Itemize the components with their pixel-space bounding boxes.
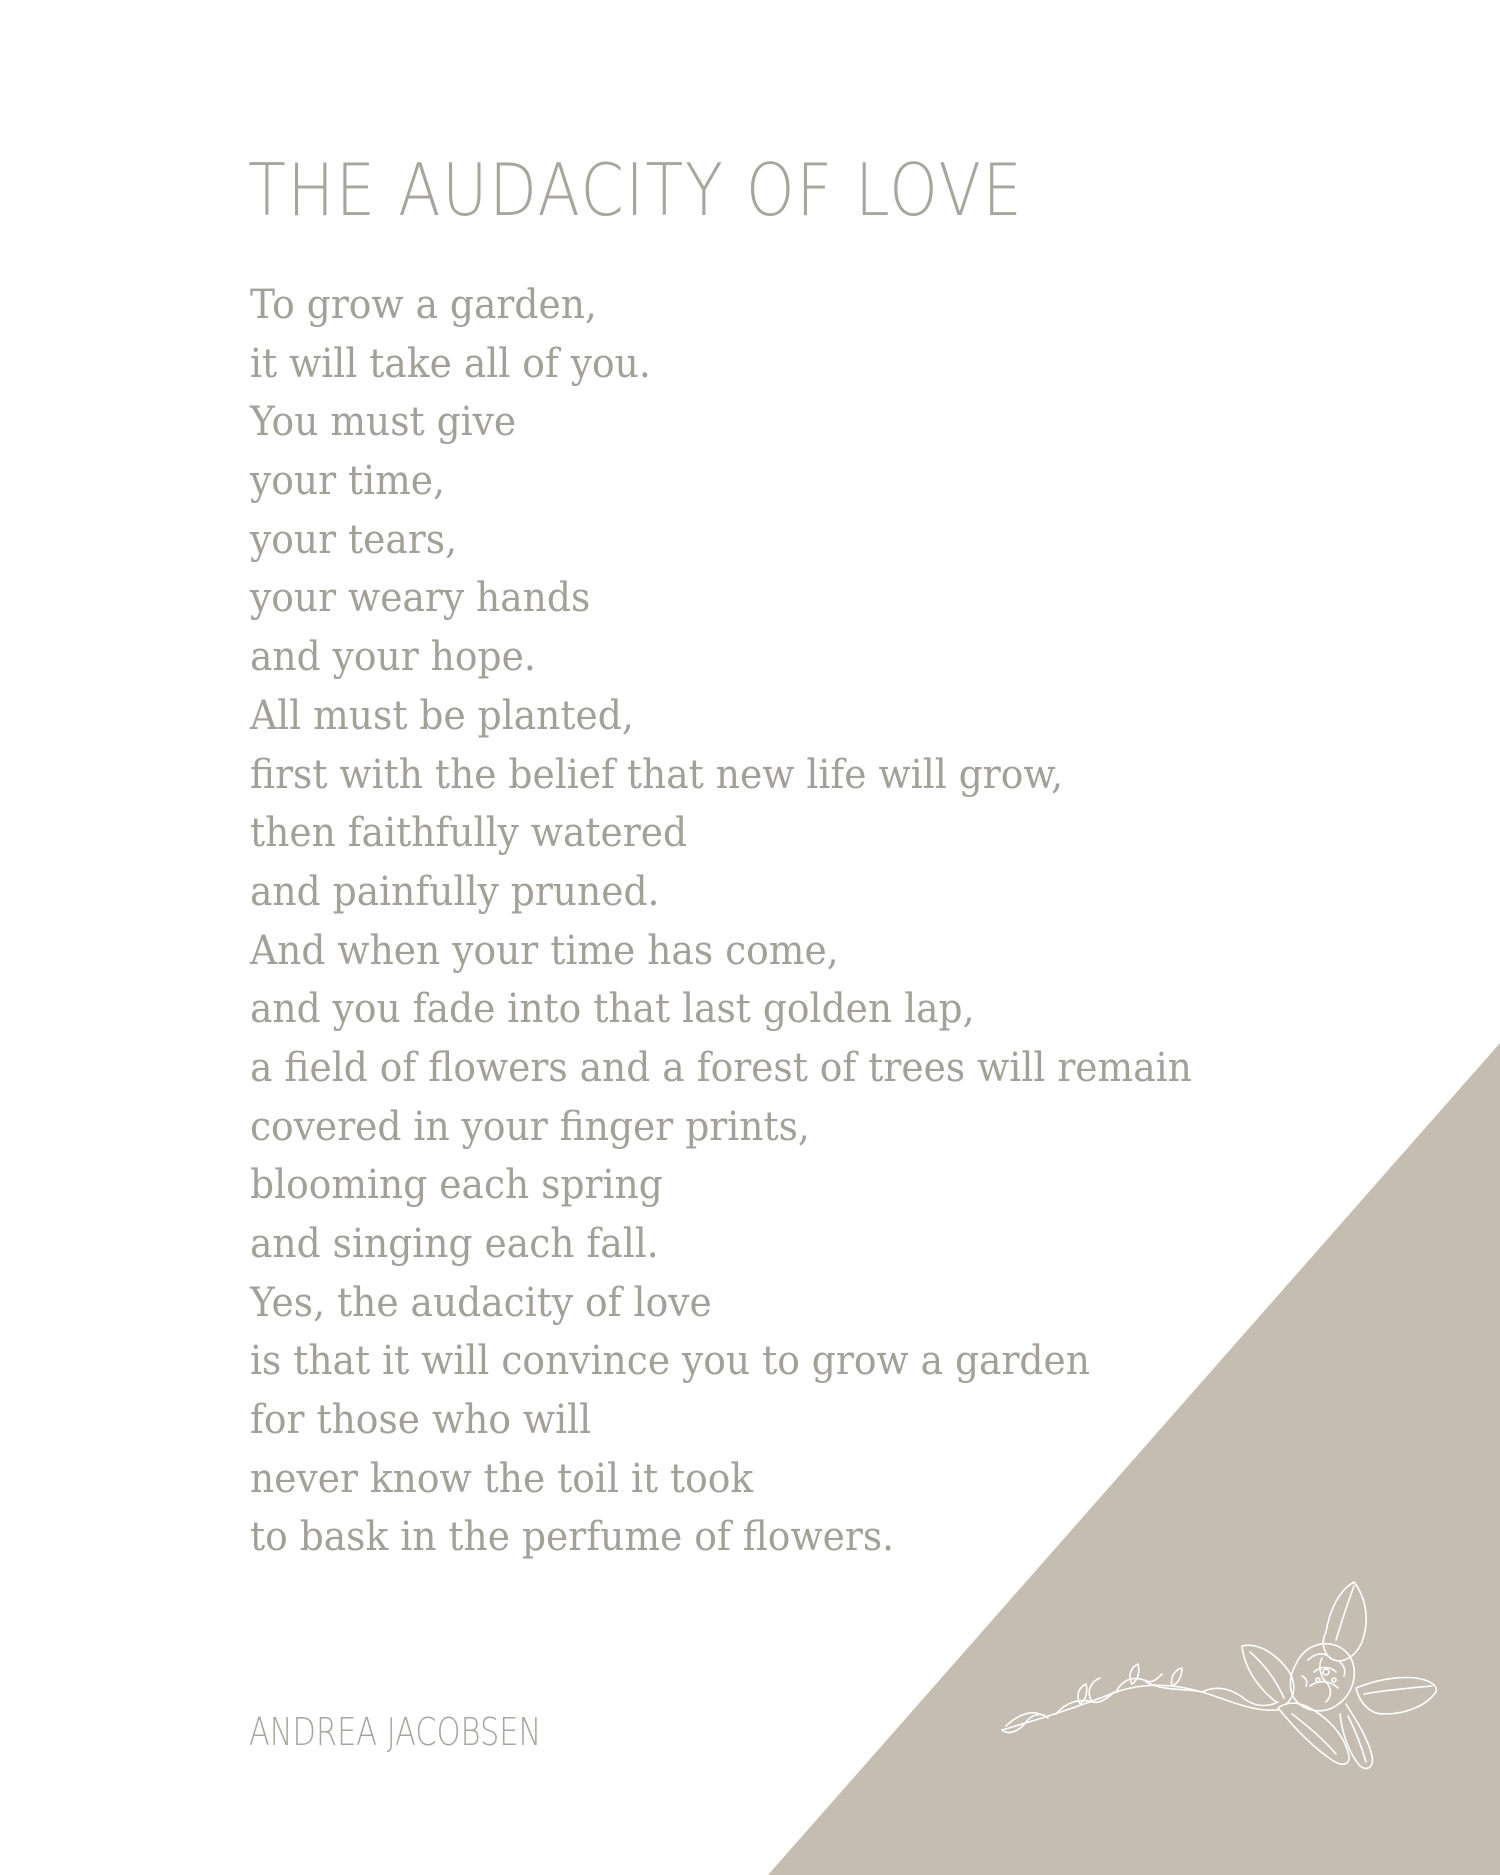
- poem-line: your tears,: [250, 516, 458, 563]
- poem-line: And when your time has come,: [250, 927, 839, 974]
- poem-line: You must give: [250, 399, 517, 446]
- author-name: ANDREA JACOBSEN: [249, 1710, 542, 1754]
- poem-line: and you fade into that last golden lap,: [250, 986, 975, 1033]
- poem-line: it will take all of you.: [250, 340, 651, 387]
- poem-line: your weary hands: [250, 575, 591, 622]
- poem-line: for those who will: [250, 1397, 592, 1444]
- poem-line: to bask in the perfume of flowers.: [250, 1514, 895, 1561]
- poem-line: To grow a garden,: [250, 282, 597, 328]
- poem-line: a field of flowers and a forest of trees will remain: [250, 1044, 1192, 1091]
- poem-line: and your hope.: [250, 634, 536, 681]
- poem-line: is that it will convince you to grow a garden: [250, 1338, 1090, 1385]
- poem-title: THE AUDACITY OF LOVE: [248, 148, 1024, 232]
- poem-line: Yes, the audacity of love: [250, 1279, 712, 1326]
- poem-line: never know the toil it took: [250, 1455, 754, 1502]
- poem-body: [250, 276, 1250, 1567]
- poem-line: blooming each spring: [250, 1162, 663, 1209]
- orchid-line-drawing-icon: [996, 1580, 1440, 1790]
- poem-line: first with the belief that new life will grow,: [250, 751, 1064, 798]
- poem-line: covered in your finger prints,: [250, 1103, 810, 1150]
- poem-line: and singing each fall.: [250, 1221, 659, 1267]
- poem-line: and painfully pruned.: [250, 868, 660, 915]
- poem-line: All must be planted,: [250, 692, 634, 739]
- poem-line: then faithfully watered: [250, 810, 688, 857]
- poem-line: your time,: [250, 458, 446, 505]
